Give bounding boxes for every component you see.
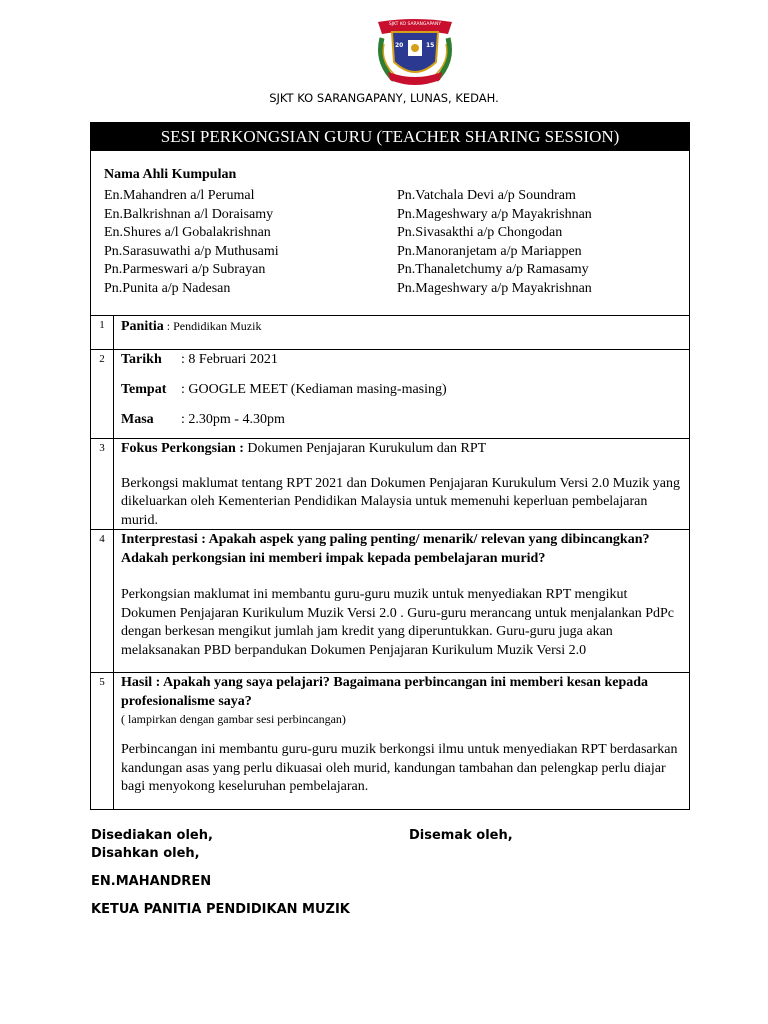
members-list-right <box>397 187 592 298</box>
outcome-body: Perbincangan ini membantu guru-guru muzik berkongsi ilmu untuk menyediakan RPT berdasarkan kandungan asas yang perlu dikuasai oleh murid, kandungan tambahan dan pelengkap perlu diajar bagi menyokong keseluruhan pembelajaran. <box>121 742 678 794</box>
member-name: En.Balkrishnan a/l Doraisamy <box>104 206 274 222</box>
member-name: Pn.Vatchala Devi a/p Soundram <box>397 188 576 203</box>
form-row-interpretation <box>91 529 689 672</box>
form-row-focus <box>91 438 689 529</box>
member-name: Pn.Punita a/p Nadesan <box>104 280 231 296</box>
school-name: SJKT KO SARANGAPANY, LUNAS, KEDAH. <box>269 91 499 105</box>
logo-year-left: 20 <box>395 42 404 49</box>
member-name: Pn.Mageshwary a/p Mayakrishnan <box>397 280 592 296</box>
form-row-schedule <box>91 349 689 438</box>
member-name: En.Shures a/l Gobalakrishnan <box>104 225 271 240</box>
focus-value: Dokumen Penjajaran Kurukulum dan RPT <box>243 441 487 456</box>
masa-value: : 2.30pm - 4.30pm <box>181 412 285 427</box>
row-number: 3 <box>91 439 114 529</box>
row-number: 4 <box>91 530 114 672</box>
logo-year-right: 15 <box>426 42 435 49</box>
outcome-note: ( lampirkan dengan gambar sesi perbincangan) <box>121 712 346 726</box>
member-name: Pn.Mageshwary a/p Mayakrishnan <box>397 206 592 222</box>
focus-label: Fokus Perkongsian : <box>121 441 244 456</box>
tarikh-label: Tarikh <box>121 352 162 367</box>
tempat-label: Tempat <box>121 382 167 397</box>
member-name: Pn.Parmeswari a/p Subrayan <box>104 262 266 277</box>
focus-body: Berkongsi maklumat tentang RPT 2021 dan Dokumen Penjajaran Kurukulum Versi 2.0 Muzik yang dikeluarkan oleh Kementerian Pendidikan Malaysia untuk memenuhi keperluan pembelajaran murid. <box>121 475 681 528</box>
tempat-value: : GOOGLE MEET (Kediaman masing-masing) <box>181 382 447 397</box>
row-number: 2 <box>91 350 114 438</box>
outcome-question: Hasil : Apakah yang saya pelajari? Bagaimana perbincangan ini memberi kesan kepada profesionalisme saya? <box>121 675 649 709</box>
prepared-by-label: Disediakan oleh, <box>91 828 213 843</box>
logo-banner-text: SJKT KO SARANGAPANY <box>388 22 442 27</box>
members-section <box>91 151 689 316</box>
members-list-left <box>104 187 279 298</box>
sharing-session-form <box>90 122 690 810</box>
row-number: 1 <box>91 316 114 349</box>
interpretation-body: Perkongsian maklumat ini membantu guru-guru muzik untuk menyediakan RPT mengikut Dokumen Penjajaran Kurikulum Muzik Versi 2.0 . Guru-guru merancang untuk menjalankan PdPc dengan berkesan mengikut jumlah jam kredit yang diperuntukkan. Guru-guru juga akan melaksanakan PBD berpandukan Dokumen Penjajaran Kurikulum Muzik Versi 2.0 <box>121 587 675 658</box>
masa-label: Masa <box>121 412 154 427</box>
signatory-name: EN.MAHANDREN <box>91 874 212 889</box>
school-logo <box>372 18 458 90</box>
interpretation-question: Interprestasi : Apakah aspek yang paling penting/ menarik/ relevan yang dibincangkan? Adakah perkongsian ini memberi impak kepada pembelajaran murid? <box>121 532 650 566</box>
member-name: Pn.Thanaletchumy a/p Ramasamy <box>397 262 589 277</box>
tarikh-value: : 8 Februari 2021 <box>181 352 278 367</box>
member-name: Pn.Sarasuwathi a/p Muthusami <box>104 243 279 259</box>
form-title: SESI PERKONGSIAN GURU (TEACHER SHARING SESSION) <box>91 123 689 151</box>
member-name: En.Mahandren a/l Perumal <box>104 188 255 203</box>
form-row-outcome <box>91 672 689 810</box>
panitia-value: : Pendidikan Muzik <box>163 319 262 333</box>
panitia-label: Panitia <box>121 319 164 334</box>
checked-by-label: Disemak oleh, <box>409 828 513 843</box>
members-heading: Nama Ahli Kumpulan <box>104 167 237 182</box>
row-number: 5 <box>91 673 114 810</box>
form-row-panitia <box>91 315 689 349</box>
member-name: Pn.Manoranjetam a/p Mariappen <box>397 243 582 259</box>
member-name: Pn.Sivasakthi a/p Chongodan <box>397 225 563 240</box>
approved-by-label: Disahkan oleh, <box>91 846 200 861</box>
signatory-position: KETUA PANITIA PENDIDIKAN MUZIK <box>91 902 350 917</box>
